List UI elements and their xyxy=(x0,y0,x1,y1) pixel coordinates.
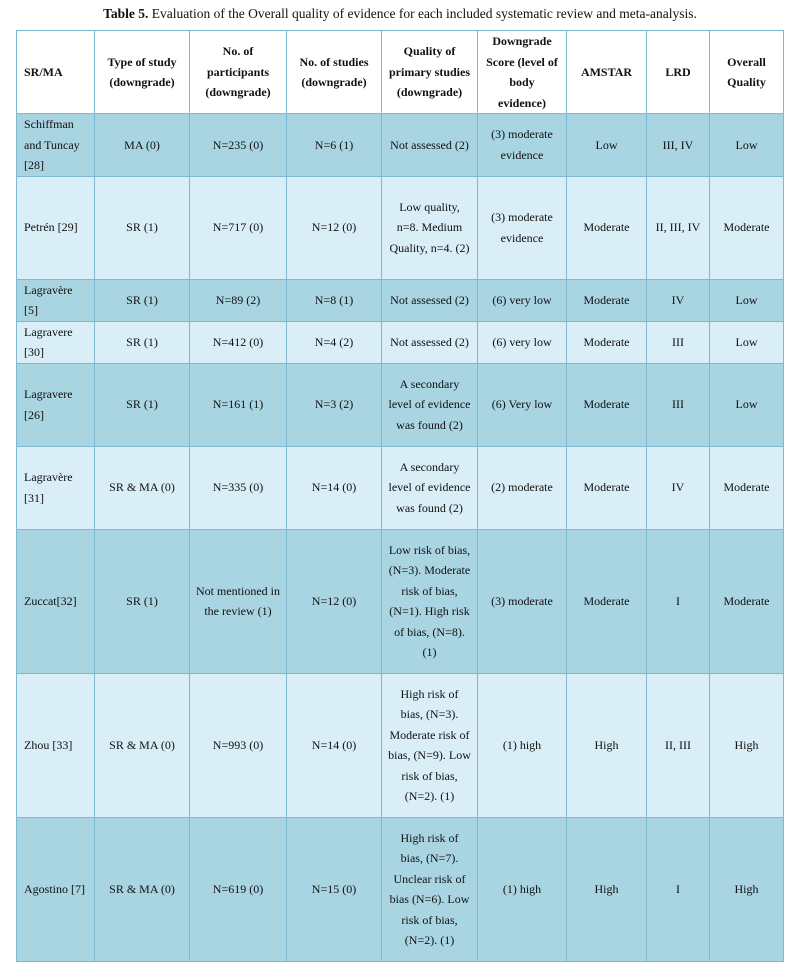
cell-overall: Low xyxy=(710,279,784,321)
table-row xyxy=(17,279,784,321)
cell-quality: Not assessed (2) xyxy=(382,279,478,321)
cell-participants: Not mentioned in the review (1) xyxy=(190,529,287,673)
cell-downgrade: (3) moderate evidence xyxy=(478,176,567,279)
table-row xyxy=(17,817,784,961)
cell-type: SR & MA (0) xyxy=(95,817,190,961)
table-row xyxy=(17,321,784,363)
cell-lrd: III, IV xyxy=(647,114,710,177)
header-participants: No. of participants (downgrade) xyxy=(190,31,287,114)
cell-amstar: Low xyxy=(567,114,647,177)
cell-type: MA (0) xyxy=(95,114,190,177)
evidence-quality-table xyxy=(16,30,784,962)
cell-lrd: I xyxy=(647,529,710,673)
cell-amstar: Moderate xyxy=(567,446,647,529)
cell-quality: Not assessed (2) xyxy=(382,114,478,177)
cell-lrd: II, III, IV xyxy=(647,176,710,279)
table-row xyxy=(17,176,784,279)
header-quality-primary: Quality of primary studies (downgrade) xyxy=(382,31,478,114)
cell-downgrade: (3) moderate evidence xyxy=(478,114,567,177)
cell-participants: N=89 (2) xyxy=(190,279,287,321)
cell-sr-ma: Petrén [29] xyxy=(17,176,95,279)
header-amstar: AMSTAR xyxy=(567,31,647,114)
cell-lrd: I xyxy=(647,817,710,961)
table-caption xyxy=(0,4,800,24)
cell-studies: N=14 (0) xyxy=(287,673,382,817)
cell-downgrade: (6) very low xyxy=(478,321,567,363)
cell-overall: Low xyxy=(710,321,784,363)
cell-participants: N=717 (0) xyxy=(190,176,287,279)
table-label: Table 5. xyxy=(103,6,149,21)
cell-lrd: IV xyxy=(647,446,710,529)
table-row xyxy=(17,673,784,817)
cell-lrd: II, III xyxy=(647,673,710,817)
cell-downgrade: (6) very low xyxy=(478,279,567,321)
header-downgrade-score: Downgrade Score (level of body evidence) xyxy=(478,31,567,114)
cell-amstar: High xyxy=(567,817,647,961)
cell-amstar: Moderate xyxy=(567,363,647,446)
cell-downgrade: (1) high xyxy=(478,673,567,817)
caption-text: Evaluation of the Overall quality of evidence for each included systematic review and meta-analysis. xyxy=(148,6,697,21)
cell-studies: N=15 (0) xyxy=(287,817,382,961)
cell-amstar: Moderate xyxy=(567,529,647,673)
cell-type: SR (1) xyxy=(95,279,190,321)
cell-type: SR & MA (0) xyxy=(95,446,190,529)
header-lrd: LRD xyxy=(647,31,710,114)
cell-amstar: Moderate xyxy=(567,176,647,279)
cell-overall: High xyxy=(710,817,784,961)
cell-sr-ma: Lagravère [5] xyxy=(17,279,95,321)
header-sr-ma: SR/MA xyxy=(17,31,95,114)
cell-quality: High risk of bias, (N=7). Unclear risk of bias (N=6). Low risk of bias, (N=2). (1) xyxy=(382,817,478,961)
table-row xyxy=(17,114,784,177)
cell-sr-ma: Lagravere [30] xyxy=(17,321,95,363)
cell-overall: Moderate xyxy=(710,446,784,529)
cell-studies: N=4 (2) xyxy=(287,321,382,363)
cell-type: SR & MA (0) xyxy=(95,673,190,817)
cell-sr-ma: Lagravère [31] xyxy=(17,446,95,529)
cell-overall: Low xyxy=(710,114,784,177)
cell-studies: N=6 (1) xyxy=(287,114,382,177)
cell-overall: Moderate xyxy=(710,529,784,673)
cell-downgrade: (3) moderate xyxy=(478,529,567,673)
cell-amstar: Moderate xyxy=(567,279,647,321)
header-type-of-study: Type of study (downgrade) xyxy=(95,31,190,114)
table-row xyxy=(17,529,784,673)
cell-sr-ma: Schiffman and Tuncay [28] xyxy=(17,114,95,177)
table-row xyxy=(17,446,784,529)
cell-amstar: Moderate xyxy=(567,321,647,363)
cell-overall: High xyxy=(710,673,784,817)
cell-sr-ma: Zuccat[32] xyxy=(17,529,95,673)
cell-participants: N=235 (0) xyxy=(190,114,287,177)
cell-downgrade: (6) Very low xyxy=(478,363,567,446)
cell-quality: Not assessed (2) xyxy=(382,321,478,363)
cell-downgrade: (2) moderate xyxy=(478,446,567,529)
cell-studies: N=12 (0) xyxy=(287,529,382,673)
cell-participants: N=161 (1) xyxy=(190,363,287,446)
cell-quality: High risk of bias, (N=3). Moderate risk of bias, (N=9). Low risk of bias, (N=2). (1) xyxy=(382,673,478,817)
cell-lrd: III xyxy=(647,321,710,363)
cell-sr-ma: Agostino [7] xyxy=(17,817,95,961)
cell-lrd: III xyxy=(647,363,710,446)
cell-amstar: High xyxy=(567,673,647,817)
cell-type: SR (1) xyxy=(95,363,190,446)
cell-participants: N=335 (0) xyxy=(190,446,287,529)
header-overall-quality: Overall Quality xyxy=(710,31,784,114)
header-studies: No. of studies (downgrade) xyxy=(287,31,382,114)
cell-participants: N=412 (0) xyxy=(190,321,287,363)
header-row xyxy=(17,31,784,114)
cell-quality: A secondary level of evidence was found (2) xyxy=(382,446,478,529)
cell-downgrade: (1) high xyxy=(478,817,567,961)
cell-studies: N=8 (1) xyxy=(287,279,382,321)
cell-lrd: IV xyxy=(647,279,710,321)
cell-overall: Low xyxy=(710,363,784,446)
cell-overall: Moderate xyxy=(710,176,784,279)
cell-studies: N=14 (0) xyxy=(287,446,382,529)
cell-type: SR (1) xyxy=(95,321,190,363)
cell-participants: N=619 (0) xyxy=(190,817,287,961)
cell-sr-ma: Zhou [33] xyxy=(17,673,95,817)
cell-type: SR (1) xyxy=(95,176,190,279)
cell-type: SR (1) xyxy=(95,529,190,673)
cell-participants: N=993 (0) xyxy=(190,673,287,817)
cell-quality: A secondary level of evidence was found (2) xyxy=(382,363,478,446)
cell-quality: Low quality, n=8. Medium Quality, n=4. (2) xyxy=(382,176,478,279)
cell-sr-ma: Lagravere [26] xyxy=(17,363,95,446)
cell-quality: Low risk of bias, (N=3). Moderate risk of bias, (N=1). High risk of bias, (N=8). (1) xyxy=(382,529,478,673)
cell-studies: N=12 (0) xyxy=(287,176,382,279)
cell-studies: N=3 (2) xyxy=(287,363,382,446)
table-row xyxy=(17,363,784,446)
